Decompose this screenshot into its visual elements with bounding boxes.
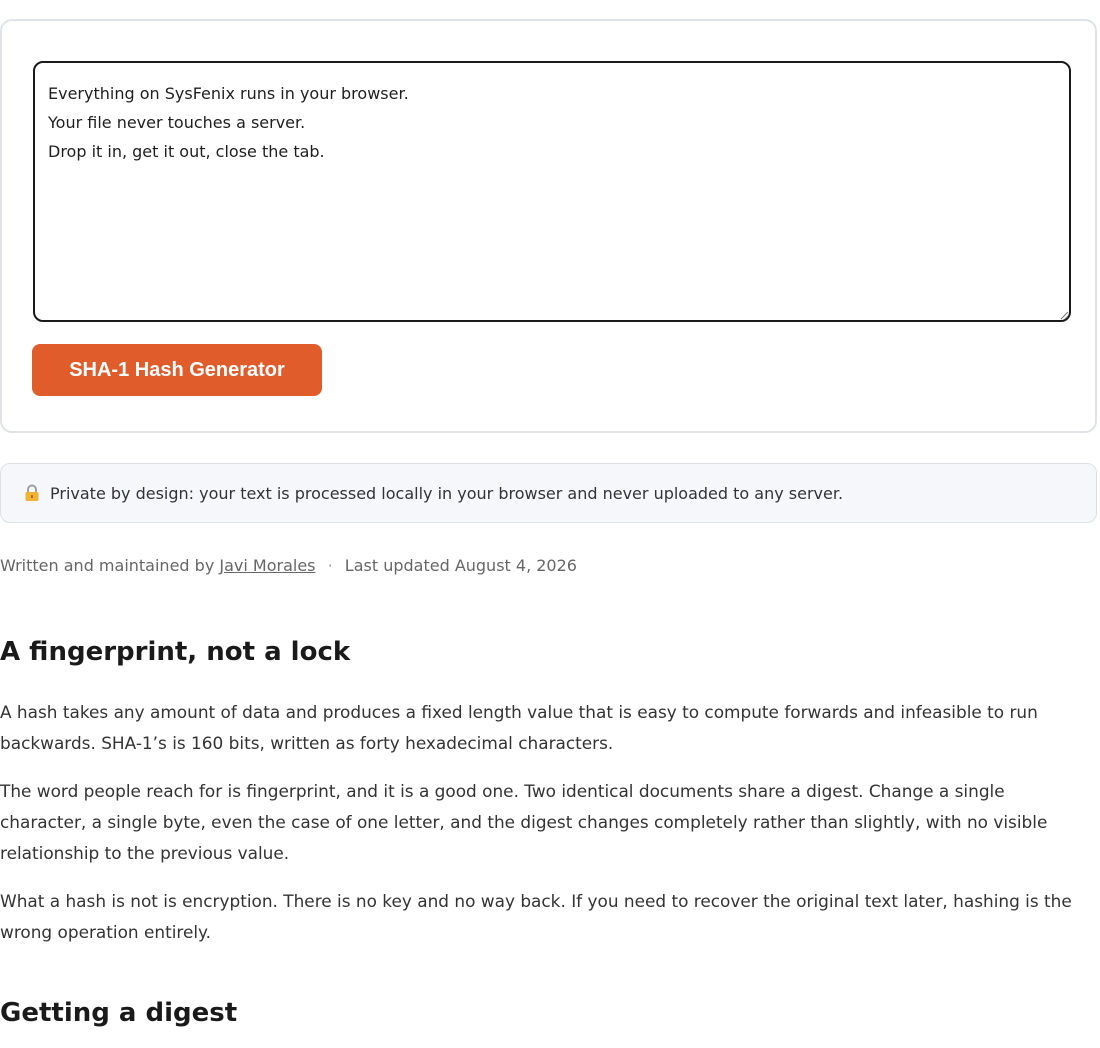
- byline-prefix: Written and maintained by: [0, 556, 215, 575]
- byline-separator: ·: [327, 556, 333, 575]
- generate-hash-button[interactable]: SHA-1 Hash Generator: [32, 344, 322, 396]
- text-input[interactable]: Everything on SysFenix runs in your browser. Your file never touches a server. Drop it in, get it out, close the tab.: [33, 61, 1071, 322]
- article-paragraph: What a hash is not is encryption. There is no key and no way back. If you need to recover the original text later, hashing is the wrong operation entirely.: [0, 891, 1072, 942]
- byline: [0, 556, 577, 575]
- privacy-text: Private by design: your text is processed locally in your browser and never uploaded to any server.: [50, 483, 844, 503]
- resize-handle-icon[interactable]: [1060, 311, 1069, 320]
- last-updated: Last updated August 4, 2026: [344, 556, 577, 575]
- lock-icon: [23, 484, 41, 502]
- privacy-notice: [0, 463, 1097, 523]
- hash-tool-card: [0, 19, 1097, 433]
- article-paragraph: A hash takes any amount of data and produces a fixed length value that is easy to compute forwards and infeasible to run backwards. SHA-1’s is 160 bits, written as forty hexadecimal characters.: [0, 702, 1038, 753]
- article-paragraph: The word people reach for is fingerprint, and it is a good one. Two identical documents share a digest. Change a single character, a single byte, even the case of one letter, and the digest changes completely rather than slightly, with no visible relationship to the previous value.: [0, 781, 1048, 863]
- section-heading-fingerprint: A fingerprint, not a lock: [0, 637, 351, 667]
- section-heading-getting-digest: Getting a digest: [0, 998, 238, 1028]
- author-link[interactable]: Javi Morales: [219, 556, 316, 575]
